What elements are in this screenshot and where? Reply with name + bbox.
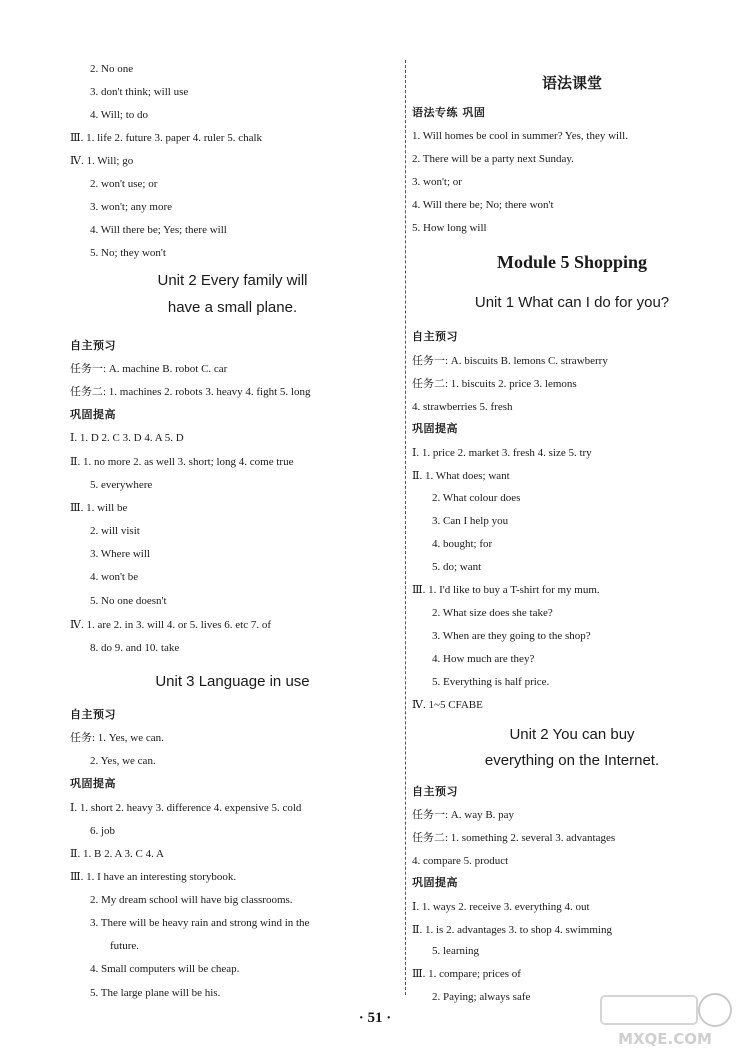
answer-line: 3. won't; or [412, 176, 462, 188]
answer-line: 5. No; they won't [90, 247, 166, 259]
answer-line: Ⅳ. 1. are 2. in 3. will 4. or 5. lives 6. etc 7. of [70, 619, 272, 631]
unit-heading: Unit 1 What can I do for you? [474, 294, 670, 311]
answer-line: 5. learning [432, 945, 480, 957]
section-label: 语法专练 巩固 [412, 106, 486, 119]
answer-line: 4. Will there be; Yes; there will [90, 224, 227, 236]
unit-heading: have a small plane. [167, 299, 298, 316]
answer-line: 2. What size does she take? [432, 607, 553, 619]
watermark-text: MXQE.COM [618, 1030, 712, 1048]
answer-line: 2. Yes, we can. [90, 755, 156, 767]
answer-line: 3. Can I help you [432, 515, 509, 527]
answer-line: 4. Small computers will be cheap. [90, 963, 240, 975]
answer-line: 5. do; want [432, 561, 482, 573]
answer-line: Ⅱ. 1. What does; want [412, 470, 510, 482]
answer-line: 4. How much are they? [432, 653, 535, 665]
answer-line: Ⅱ. 1. no more 2. as well 3. short; long 4. come true [70, 456, 294, 468]
answer-line: 2. No one [90, 63, 134, 75]
section-label: 巩固提高 [70, 408, 116, 421]
answer-line: 3. Where will [90, 548, 150, 560]
answer-line: 任务一: A. way B. pay [412, 809, 515, 821]
unit-heading: everything on the Internet. [484, 752, 660, 769]
column-divider [405, 60, 406, 995]
answer-line: 3. There will be heavy rain and strong wind in the [90, 917, 310, 929]
answer-line: Ⅰ. 1. D 2. C 3. D 4. A 5. D [70, 432, 184, 444]
answer-line: 2. There will be a party next Sunday. [412, 153, 574, 165]
answer-line: 5. No one doesn't [90, 595, 167, 607]
answer-line: Ⅲ. 1. compare; prices of [412, 968, 521, 980]
answer-line: 3. When are they going to the shop? [432, 630, 591, 642]
answer-line: 5. The large plane will be his. [90, 987, 221, 999]
grammar-heading: 语法课堂 [541, 74, 602, 92]
answer-line: 4. compare 5. product [412, 855, 509, 867]
section-label: 自主预习 [70, 339, 116, 352]
answer-line: 2. won't use; or [90, 178, 158, 190]
module-heading: Module 5 Shopping [496, 252, 648, 272]
answer-line: 5. How long will [412, 222, 487, 234]
unit-heading: Unit 3 Language in use [155, 673, 310, 690]
answer-line: 4. strawberries 5. fresh [412, 401, 513, 413]
answer-line: 3. won't; any more [90, 201, 173, 213]
section-label: 巩固提高 [70, 777, 116, 790]
answer-line: Ⅲ. 1. I have an interesting storybook. [70, 871, 237, 883]
section-label: 自主预习 [70, 708, 116, 721]
answer-line: 4. bought; for [432, 538, 493, 550]
answer-line: 任务: 1. Yes, we can. [70, 732, 164, 744]
unit-heading: Unit 2 You can buy [509, 726, 635, 743]
answer-line: 4. Will; to do [90, 109, 149, 121]
answer-line: 5. everywhere [90, 479, 153, 491]
answer-line: Ⅲ. 1. I'd like to buy a T-shirt for my mum. [412, 584, 600, 596]
section-label: 巩固提高 [412, 422, 458, 435]
answer-line: 任务一: A. machine B. robot C. car [70, 363, 228, 375]
answer-line: 8. do 9. and 10. take [90, 642, 180, 654]
answer-line: 2. What colour does [432, 492, 521, 504]
answer-line: Ⅲ. 1. life 2. future 3. paper 4. ruler 5. chalk [70, 132, 263, 144]
answer-line: 任务二: 1. something 2. several 3. advantages [412, 832, 616, 844]
page-number: · 51 · [358, 1010, 392, 1026]
unit-heading: Unit 2 Every family will [157, 272, 308, 289]
section-label: 巩固提高 [412, 876, 458, 889]
answer-line: 任务二: 1. machines 2. robots 3. heavy 4. fight 5. long [70, 386, 311, 398]
section-label: 自主预习 [412, 330, 458, 343]
section-label: 自主预习 [412, 785, 458, 798]
answer-line: Ⅲ. 1. will be [70, 502, 128, 514]
answer-line: Ⅰ. 1. price 2. market 3. fresh 4. size 5. try [412, 447, 592, 459]
answer-line: 6. job [90, 825, 116, 837]
answer-line: Ⅰ. 1. short 2. heavy 3. difference 4. expensive 5. cold [70, 802, 302, 814]
answer-line: Ⅱ. 1. is 2. advantages 3. to shop 4. swimming [412, 924, 612, 936]
answer-line: Ⅱ. 1. B 2. A 3. C 4. A [70, 848, 164, 860]
answer-line: 2. My dream school will have big classrooms. [90, 894, 293, 906]
answer-line: 任务一: A. biscuits B. lemons C. strawberry [412, 355, 608, 367]
answer-line: Ⅳ. 1~5 CFABE [412, 699, 483, 711]
answer-line: 2. Paying; always safe [432, 991, 531, 1003]
answer-line: 4. won't be [90, 571, 139, 583]
answer-line: 5. Everything is half price. [432, 676, 550, 688]
answer-line: 4. Will there be; No; there won't [412, 199, 554, 211]
answer-line: 3. don't think; will use [90, 86, 189, 98]
answer-line: Ⅰ. 1. ways 2. receive 3. everything 4. out [412, 901, 590, 913]
answer-line: 1. Will homes be cool in summer? Yes, they will. [412, 130, 628, 142]
answer-line: Ⅳ. 1. Will; go [70, 155, 134, 167]
answer-line: future. [110, 940, 140, 952]
answer-line: 2. will visit [90, 525, 140, 537]
answer-line: 任务二: 1. biscuits 2. price 3. lemons [412, 378, 577, 390]
watermark-logo-icon [593, 990, 738, 1050]
